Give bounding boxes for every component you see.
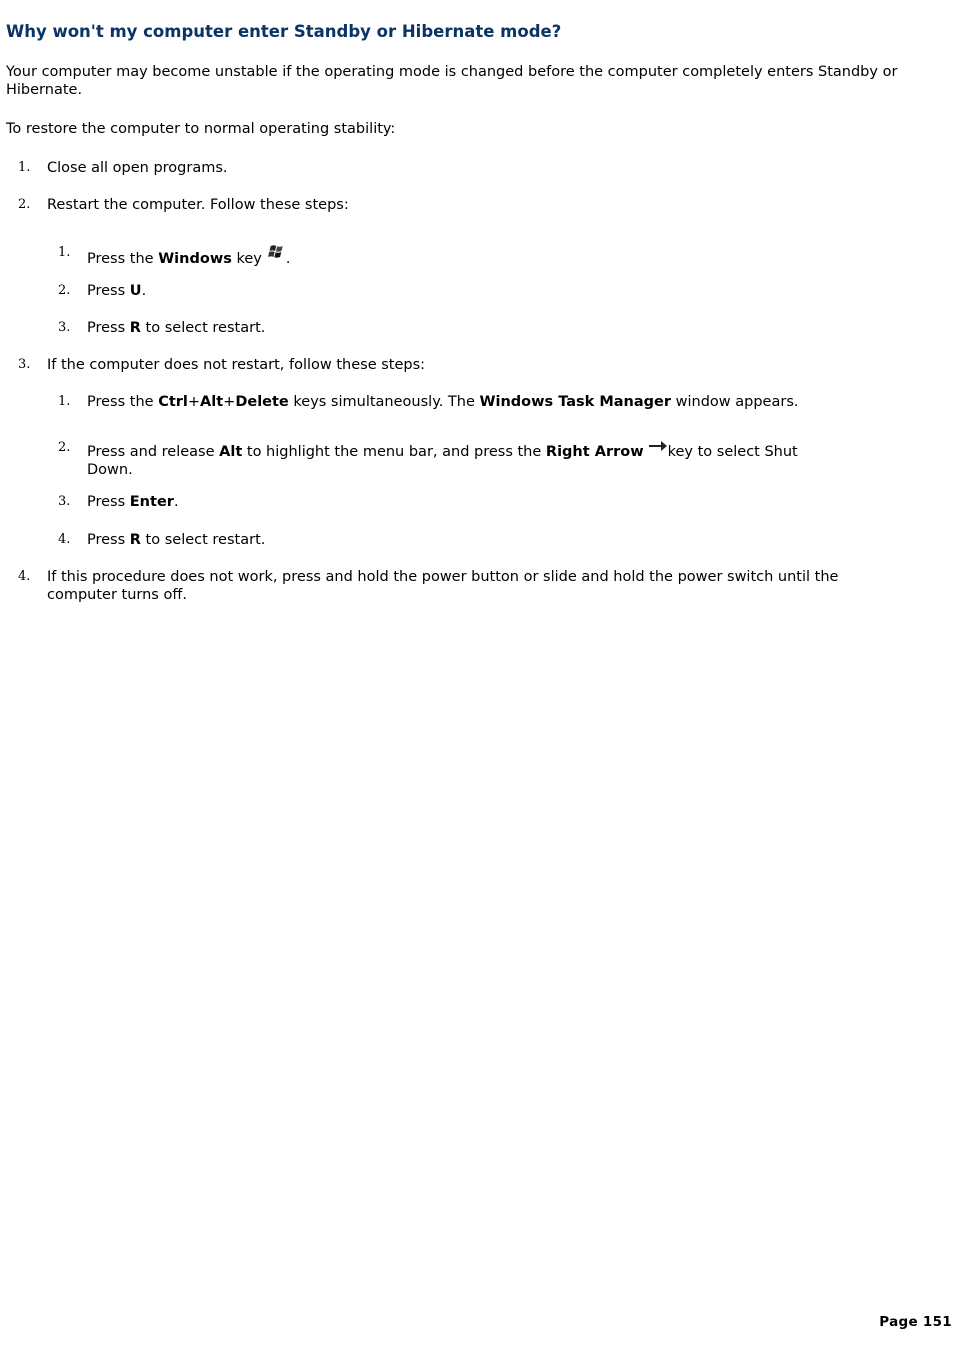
intro-paragraph: Your computer may become unstable if the operating mode is changed before the computer completely enters Standby or Hibernate. [6, 64, 898, 98]
step-item [6, 356, 941, 374]
substep-number: 4. [58, 532, 71, 547]
restore-intro: To restore the computer to normal operating stability: [6, 121, 396, 137]
substep-text: Press the Ctrl+Alt+Delete keys simultaneously. The Windows Task Manager window appears. [87, 394, 799, 410]
key-name: Delete [235, 394, 289, 410]
right-arrow-icon [648, 439, 668, 453]
key-name: R [129, 320, 141, 336]
substep-text: Press the Windows key . [87, 244, 847, 268]
windows-logo-icon [266, 244, 286, 260]
substep-number: 1. [58, 394, 71, 409]
step-number: 1. [18, 160, 31, 175]
substep-item [6, 493, 941, 511]
step-item [6, 568, 941, 604]
step-text: Restart the computer. Follow these steps: [47, 197, 349, 213]
key-name: R [129, 532, 141, 548]
key-name: Alt [219, 444, 243, 460]
substep-text: Press and release Alt to highlight the menu bar, and press the Right Arrow key to select Shut Down. [87, 439, 837, 479]
substep-text: Press Enter. [87, 494, 179, 510]
window-name: Windows Task Manager [479, 394, 672, 410]
step-item [6, 159, 941, 177]
step-number: 4. [18, 569, 31, 584]
key-name: Alt [200, 394, 224, 410]
key-name: Enter [129, 494, 174, 510]
substep-text: Press R to select restart. [87, 320, 266, 336]
key-name: U [129, 283, 142, 299]
substep-item [6, 531, 941, 549]
substep-number: 2. [58, 440, 71, 455]
substep-text: Press U. [87, 283, 147, 299]
substep-item [6, 282, 941, 300]
substep-number: 3. [58, 494, 71, 509]
key-name: Windows [158, 251, 232, 267]
substep-number: 3. [58, 320, 71, 335]
step-number: 3. [18, 357, 31, 372]
step-text: If this procedure does not work, press and hold the power button or slide and hold the power switch until the computer turns off. [47, 569, 839, 603]
step-item [6, 196, 941, 214]
substep-item [6, 244, 941, 267]
page-title: Why won't my computer enter Standby or Hibernate mode? [6, 22, 562, 41]
substep-number: 2. [58, 283, 71, 298]
key-name: Ctrl [158, 394, 188, 410]
page-number: Page 151 [879, 1314, 952, 1330]
key-name: Right Arrow [545, 444, 644, 460]
substep-number: 1. [58, 245, 71, 260]
substep-item [6, 393, 941, 411]
step-text: If the computer does not restart, follow these steps: [47, 357, 426, 373]
substep-text: Press R to select restart. [87, 532, 266, 548]
step-text: Close all open programs. [47, 160, 228, 176]
substep-item [6, 319, 941, 337]
step-number: 2. [18, 197, 31, 212]
substep-item [6, 439, 941, 478]
